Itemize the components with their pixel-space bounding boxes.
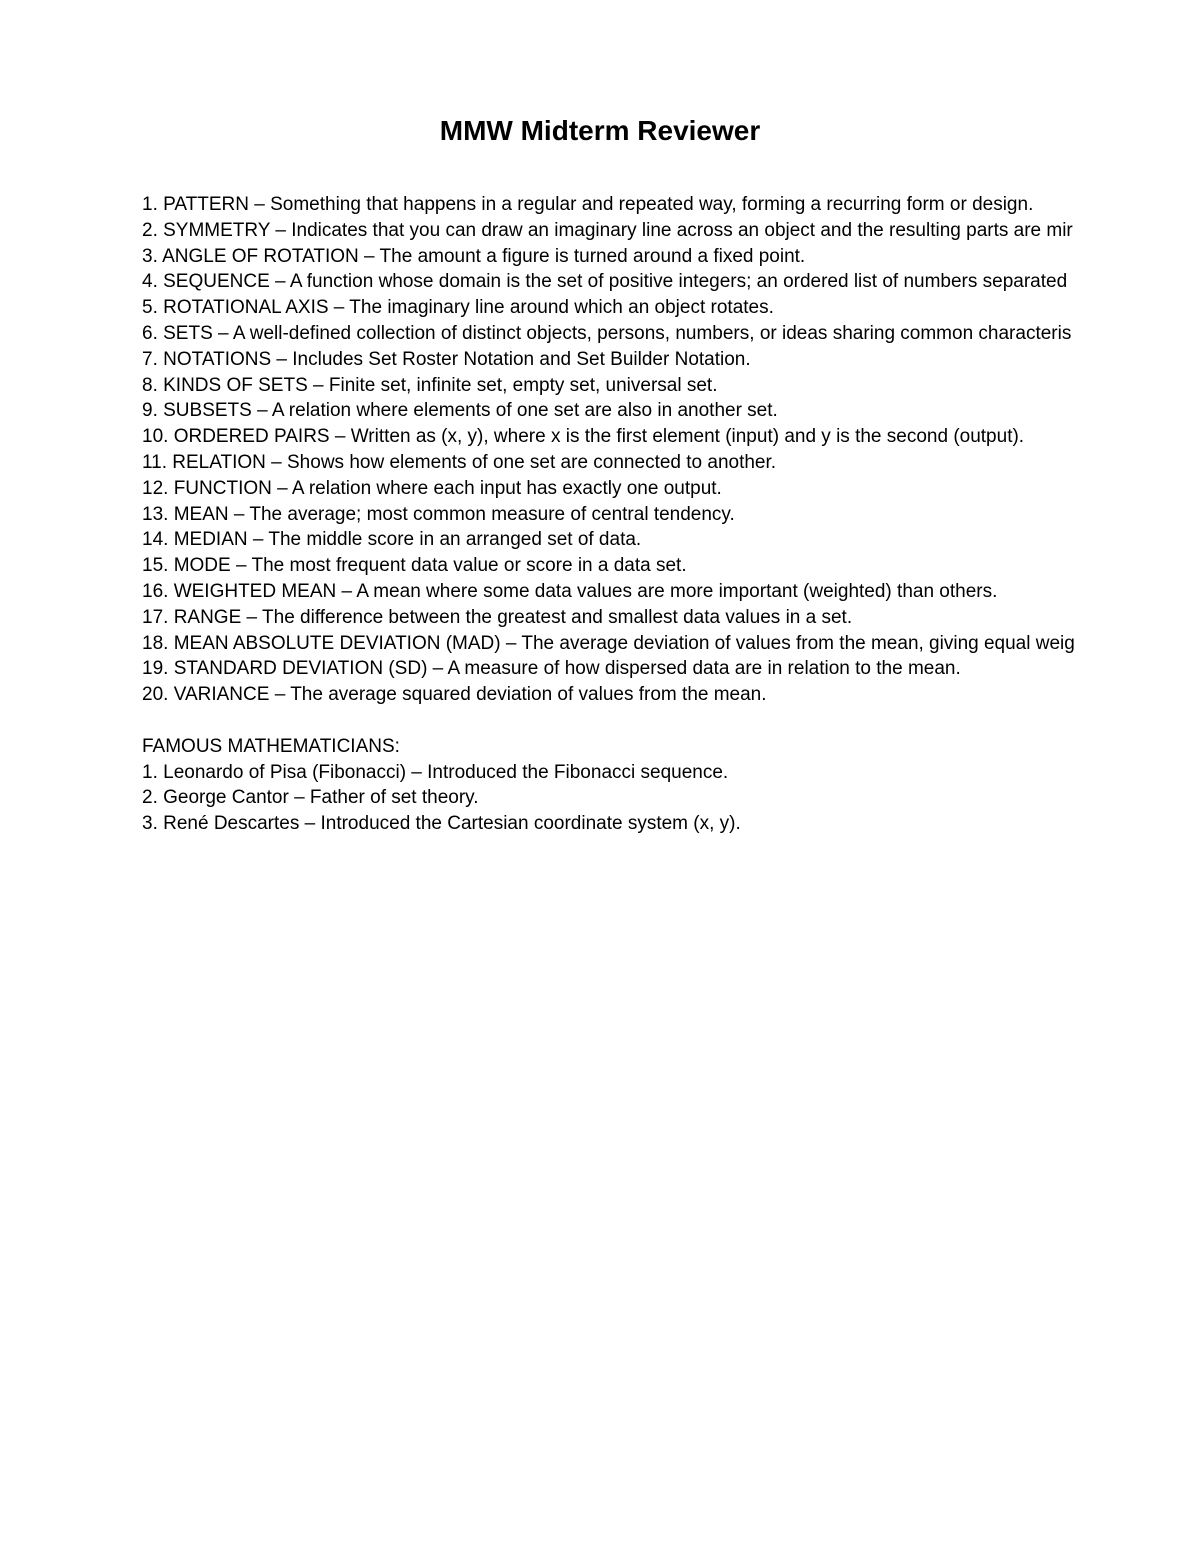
list-item: 19. STANDARD DEVIATION (SD) – A measure of how dispersed data are in relation to the mean.: [142, 658, 961, 680]
list-item: 8. KINDS OF SETS – Finite set, infinite set, empty set, universal set.: [142, 374, 718, 396]
list-item: 12. FUNCTION – A relation where each input has exactly one output.: [142, 477, 722, 499]
list-item: 6. SETS – A well-defined collection of distinct objects, persons, numbers, or ideas sharing common characteris: [142, 322, 1072, 344]
list-item: 1. PATTERN – Something that happens in a regular and repeated way, forming a recurring form or design.: [142, 194, 1034, 215]
list-item: 14. MEDIAN – The middle score in an arranged set of data.: [142, 529, 642, 551]
list-item: 5. ROTATIONAL AXIS – The imaginary line around which an object rotates.: [142, 297, 774, 319]
list-item: 1. Leonardo of Pisa (Fibonacci) – Introduced the Fibonacci sequence.: [142, 761, 729, 783]
list-item: 16. WEIGHTED MEAN – A mean where some data values are more important (weighted) than others.: [142, 580, 998, 602]
section-heading: FAMOUS MATHEMATICIANS:: [142, 735, 400, 757]
list-item: 17. RANGE – The difference between the greatest and smallest data values in a set.: [142, 606, 853, 628]
list-item: 9. SUBSETS – A relation where elements of one set are also in another set.: [142, 400, 778, 422]
list-item: 10. ORDERED PAIRS – Written as (x, y), where x is the first element (input) and y is the second (output).: [142, 426, 1025, 448]
list-item: 2. George Cantor – Father of set theory.: [142, 787, 479, 809]
mathematicians-section: [142, 734, 1200, 837]
list-item: 3. René Descartes – Introduced the Cartesian coordinate system (x, y).: [142, 813, 741, 835]
list-item: 3. ANGLE OF ROTATION – The amount a figure is turned around a fixed point.: [142, 245, 806, 267]
list-item: 4. SEQUENCE – A function whose domain is the set of positive integers; an ordered list of numbers separated: [142, 271, 1068, 293]
terms-list: [142, 192, 1200, 708]
list-item: 20. VARIANCE – The average squared deviation of values from the mean.: [142, 684, 767, 706]
list-item: 13. MEAN – The average; most common measure of central tendency.: [142, 503, 735, 525]
section-spacer: [142, 708, 1200, 734]
list-item: 7. NOTATIONS – Includes Set Roster Notation and Set Builder Notation.: [142, 348, 751, 370]
list-item: 15. MODE – The most frequent data value or score in a data set.: [142, 555, 687, 577]
page-title: MMW Midterm Reviewer: [439, 115, 761, 146]
document-body: [142, 192, 1200, 837]
list-item: 2. SYMMETRY – Indicates that you can draw an imaginary line across an object and the resulting parts are mir: [142, 219, 1073, 241]
list-item: 11. RELATION – Shows how elements of one set are connected to another.: [142, 451, 777, 473]
list-item: 18. MEAN ABSOLUTE DEVIATION (MAD) – The average deviation of values from the mean, giving equal weig: [142, 632, 1075, 654]
